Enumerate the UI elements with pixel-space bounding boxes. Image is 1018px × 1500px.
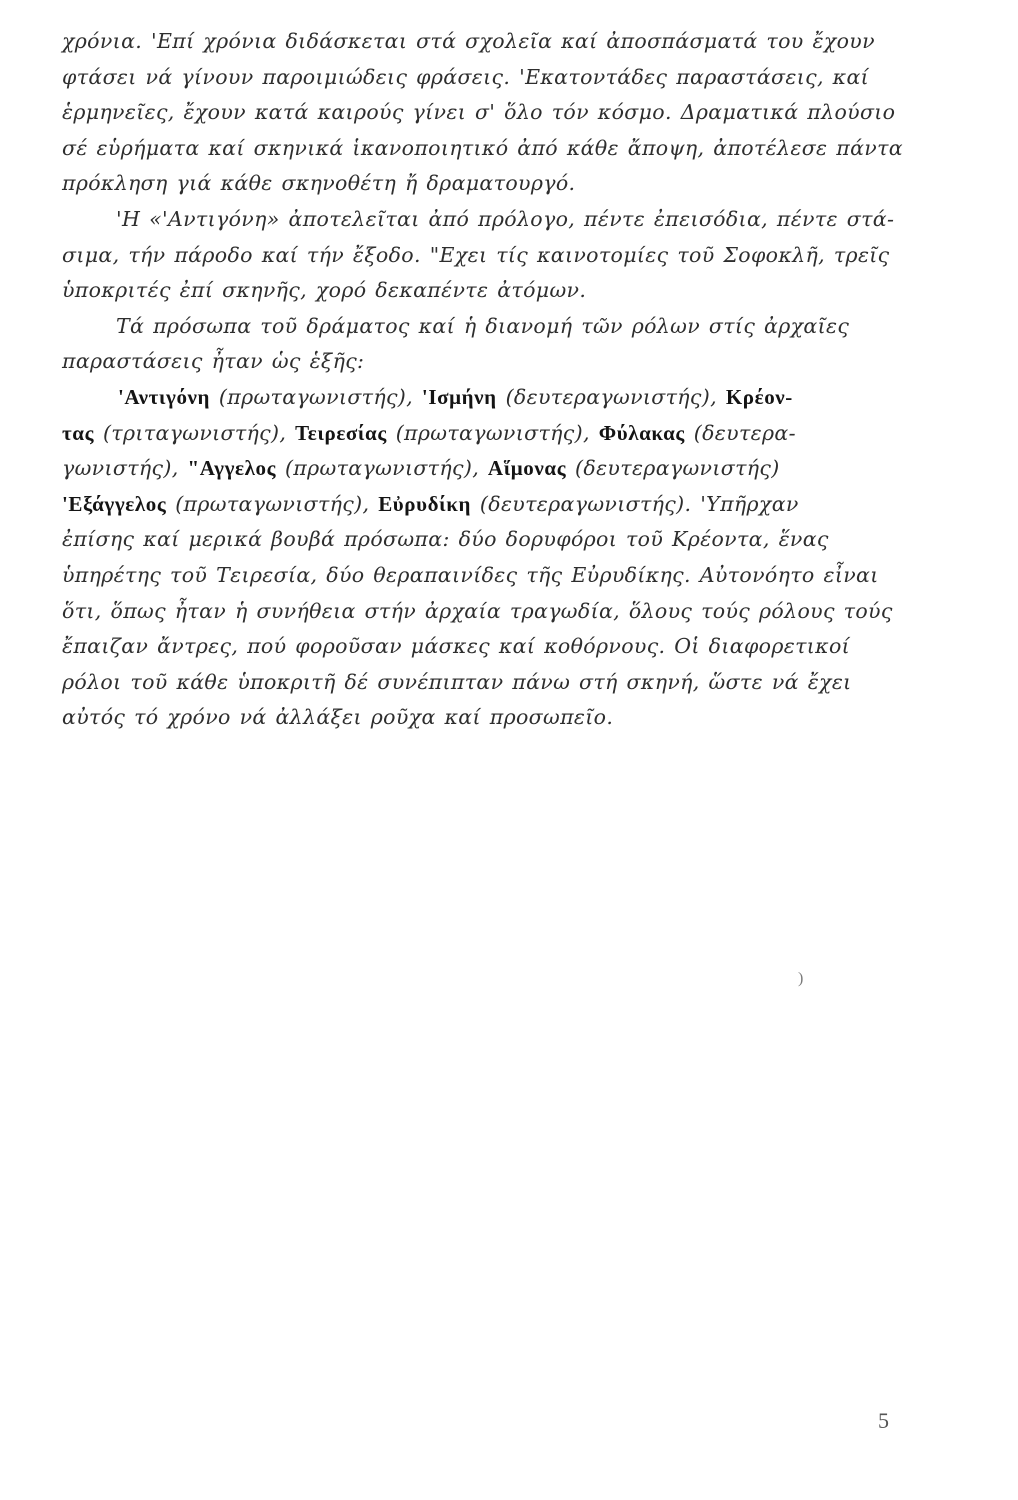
text-line: χρόνια. 'Επί χρόνια διδάσκεται στά σχολεῖα καί ἀποσπάσματά του ἔχουν (62, 29, 875, 53)
text-line (62, 416, 900, 452)
text-line: 'Η «'Αντιγόνη» ἀποτελεῖται ἀπό πρόλογο, πέντε ἐπεισόδια, πέντε στά- (116, 206, 895, 231)
character-name: 'Αντιγόνη (118, 384, 211, 409)
text-fragment: 'Υπῆρχαν (691, 491, 799, 516)
text-line: πρόκληση γιά κάθε σκηνοθέτη ἤ δραματουργό. (62, 171, 576, 196)
separator: , (582, 420, 599, 445)
stray-mark: ) (798, 970, 804, 987)
text-line: ἔπαιζαν ἄντρες, πού φοροῦσαν μάσκες καί κοθόρνους. Οἱ διαφορετικοί (62, 634, 851, 659)
text-line: Τά πρόσωπα τοῦ δράματος καί ἡ διανομή τῶν ρόλων στίς ἀρχαῖες (116, 313, 850, 338)
character-name: Φύλακας (598, 420, 685, 445)
separator: , (279, 420, 296, 445)
character-role: (δευτερα- (693, 420, 796, 445)
separator: , (406, 384, 422, 409)
text-line (62, 380, 900, 416)
separator: , (171, 456, 188, 481)
character-name: Κρέον- (725, 384, 793, 409)
text-line: ἑρμηνεῖες, ἔχουν κατά καιρούς γίνει σ' ὅλο τόν κόσμο. Δραματικά πλούσιο (62, 100, 896, 125)
text-line: σέ εὑρήματα καί σκηνικά ἱκανοποιητικό ἀπό κάθε ἄποψη, ἀποτέλεσε πάντα (62, 135, 903, 160)
separator: , (362, 491, 379, 516)
character-name: 'Εξάγγελος (62, 491, 167, 516)
paragraph-structure (62, 202, 900, 309)
text-line (62, 451, 900, 487)
character-role: (πρωταγωνιστής) (284, 456, 473, 481)
character-role: (δευτεραγωνιστής) (505, 384, 711, 409)
text-line: ὑπηρέτης τοῦ Τειρεσία, δύο θεραπαινίδες τῆς Εὐρυδίκης. Αὐτονόητο εἶναι (62, 562, 879, 587)
paragraph-cast-list (62, 380, 900, 736)
character-role: (τριταγωνιστής) (102, 420, 280, 445)
character-role: (δευτεραγωνιστής). (479, 491, 692, 516)
separator: , (472, 456, 488, 481)
document-page (62, 24, 903, 736)
paragraph-intro (62, 24, 903, 202)
character-name: τας (62, 420, 95, 445)
text-line (62, 487, 900, 523)
character-name: Τειρεσίας (295, 420, 387, 445)
character-role: (πρωταγωνιστής) (218, 384, 407, 409)
character-name: Εὐρυδίκη (378, 491, 472, 516)
character-role: (πρωταγωνιστής) (175, 491, 363, 516)
text-line: φτάσει νά γίνουν παροιμιώδεις φράσεις. 'Εκατοντάδες παραστάσεις, καί (62, 64, 870, 89)
character-role: γωνιστής) (62, 456, 172, 481)
paragraph-cast-intro (62, 309, 900, 380)
text-line: ἐπίσης καί μερικά βουβά πρόσωπα: δύο δορυφόροι τοῦ Κρέοντα, ἕνας (62, 527, 829, 552)
character-name: "Αγγελος (187, 456, 277, 481)
page-number: 5 (878, 1408, 889, 1433)
text-line: σιμα, τήν πάροδο καί τήν ἔξοδο. "Εχει τίς καινοτομίες τοῦ Σοφοκλῆ, τρεῖς (62, 242, 890, 267)
character-role: (πρωταγωνιστής) (395, 420, 583, 445)
text-line: ρόλοι τοῦ κάθε ὑποκριτῆ δέ συνέπιπταν πάνω στή σκηνή, ὥστε νά ἔχει (62, 669, 852, 694)
character-name: Αἵμονας (487, 456, 567, 481)
character-name: 'Ισμήνη (421, 384, 497, 409)
text-line: ὑποκριτές ἐπί σκηνῆς, χορό δεκαπέντε ἀτόμων. (62, 278, 587, 303)
text-line: παραστάσεις ἦταν ὡς ἑξῆς: (62, 349, 365, 374)
text-line: αὐτός τό χρόνο νά ἀλλάξει ροῦχα καί προσωπεῖο. (62, 705, 614, 730)
separator: , (710, 384, 726, 409)
character-role: (δευτεραγωνιστής) (575, 456, 780, 481)
text-line: ὅτι, ὅπως ἦταν ἡ συνήθεια στήν ἀρχαία τραγωδία, ὅλους τούς ρόλους τούς (62, 598, 893, 623)
